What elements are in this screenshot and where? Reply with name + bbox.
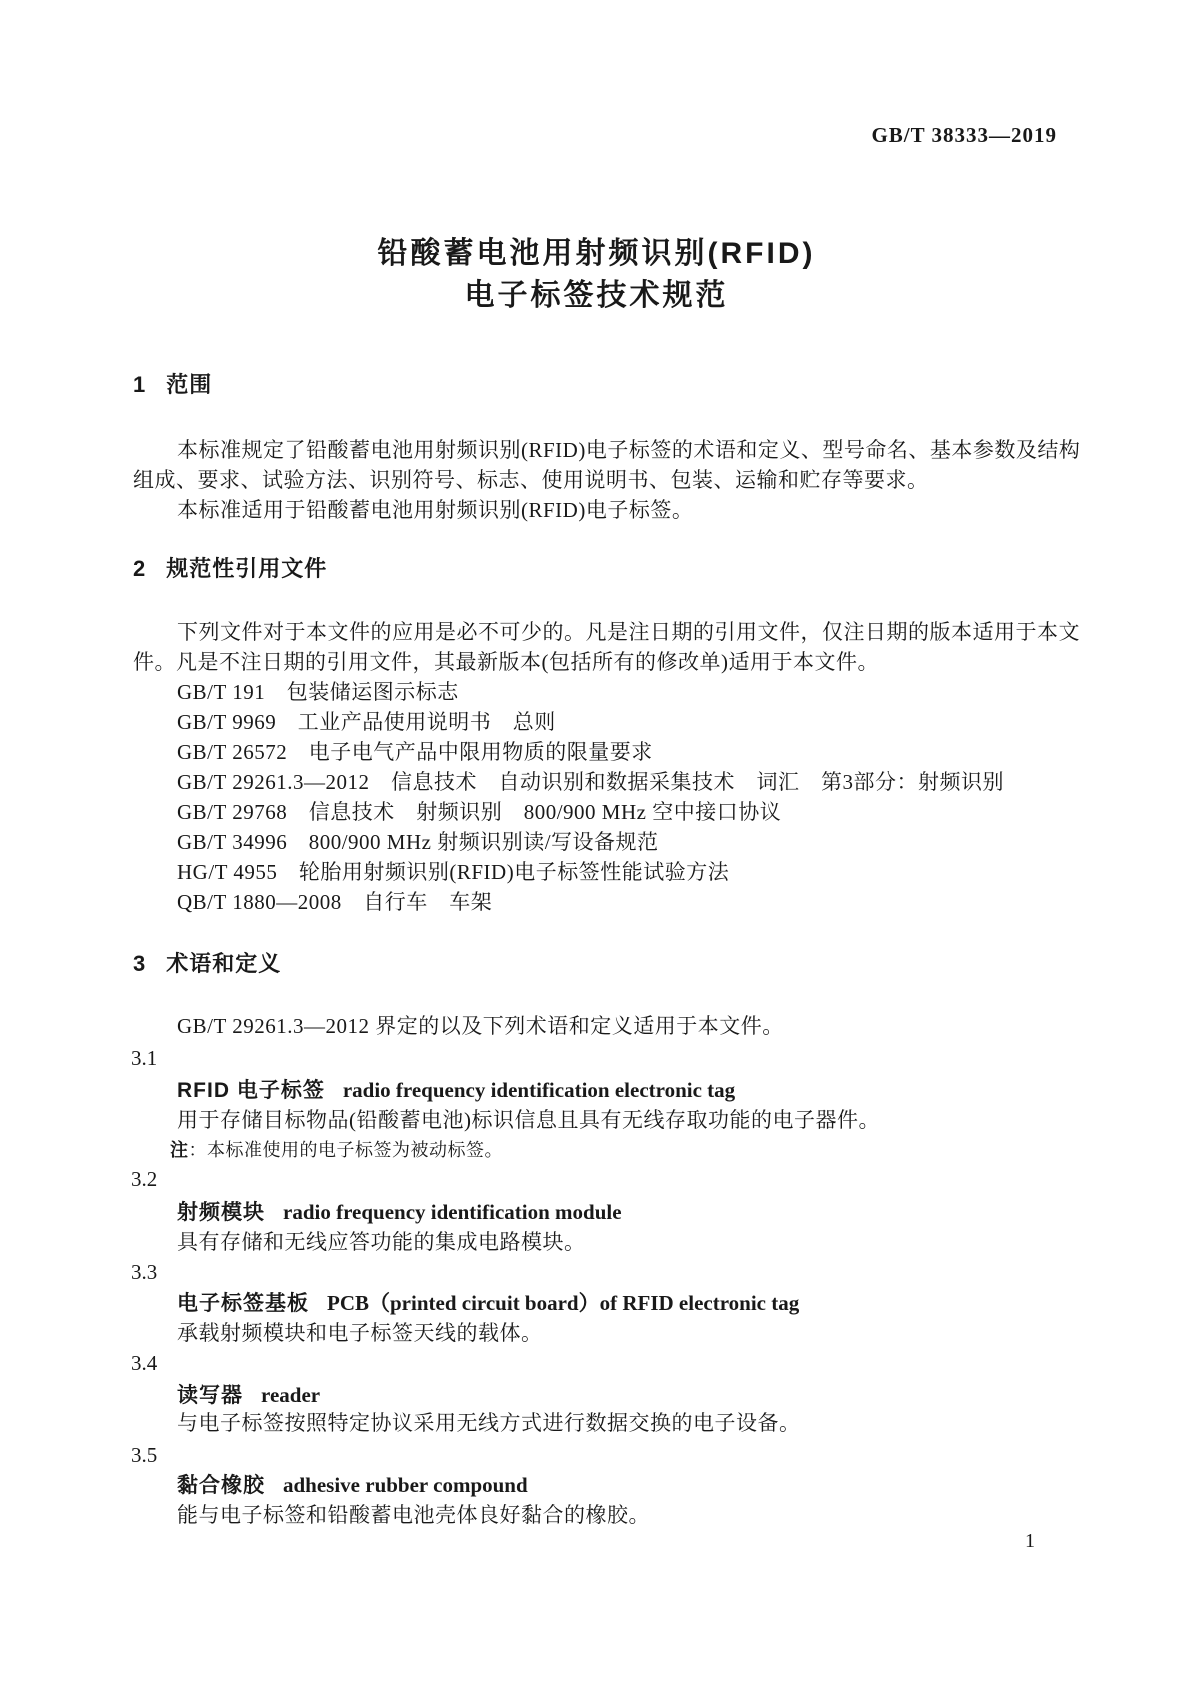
section-1-title: 范围: [166, 372, 213, 397]
doc-title-line2: 电子标签技术规范: [464, 279, 729, 312]
section-2-title: 规范性引用文件: [166, 556, 328, 581]
section-3-title: 术语和定义: [166, 951, 282, 976]
section-3-number: 3: [133, 951, 146, 976]
term-en: reader: [261, 1383, 321, 1407]
section-2-para1-line1: 下列文件对于本文件的应用是必不可少的。凡是注日期的引用文件，仅注日期的版本适用于本文: [177, 620, 1080, 644]
term-definition: 承载射频模块和电子标签天线的载体。: [177, 1321, 543, 1345]
term-entry: [177, 1380, 320, 1411]
reference-item: GB/T 9969 工业产品使用说明书 总则: [177, 710, 556, 734]
term-definition: 具有存储和无线应答功能的集成电路模块。: [177, 1230, 586, 1254]
standard-number: GB/T 38333—2019: [871, 123, 1057, 147]
section-2-heading: [133, 554, 327, 584]
term-zh: 电子标签基板: [177, 1292, 309, 1315]
term-en: radio frequency identification electronic tag: [342, 1078, 736, 1102]
section-3-heading: [133, 949, 281, 979]
reference-item: GB/T 34996 800/900 MHz 射频识别读/写设备规范: [177, 830, 659, 854]
term-number: 3.2: [131, 1167, 158, 1191]
reference-item: GB/T 191 包装储运图示标志: [177, 680, 459, 704]
section-2-para1-line2: 件。凡是不注日期的引用文件，其最新版本(包括所有的修改单)适用于本文件。: [133, 650, 879, 674]
section-3-intro: GB/T 29261.3—2012 界定的以及下列术语和定义适用于本文件。: [177, 1014, 784, 1038]
term-entry: [177, 1470, 528, 1501]
term-number: 3.1: [131, 1046, 158, 1070]
term-definition: 能与电子标签和铅酸蓄电池壳体良好黏合的橡胶。: [177, 1503, 650, 1527]
section-1-heading: [133, 370, 212, 400]
doc-title-line1: 铅酸蓄电池用射频识别(RFID): [377, 237, 816, 270]
section-1-para2: 本标准适用于铅酸蓄电池用射频识别(RFID)电子标签。: [177, 498, 694, 522]
page-number: 1: [1025, 1530, 1035, 1552]
note-text: ：本标准使用的电子标签为被动标签。: [188, 1140, 503, 1160]
term-zh: 黏合橡胶: [177, 1474, 265, 1497]
section-2-number: 2: [133, 556, 146, 581]
note-label: 注: [170, 1140, 189, 1160]
term-zh: RFID 电子标签: [177, 1079, 325, 1102]
term-number: 3.5: [131, 1443, 158, 1467]
term-number: 3.3: [131, 1260, 158, 1284]
term-entry: [177, 1288, 799, 1319]
term-zh: 读写器: [177, 1384, 243, 1407]
reference-item: QB/T 1880—2008 自行车 车架: [177, 890, 493, 914]
term-number: 3.4: [131, 1351, 158, 1375]
term-entry: [177, 1075, 735, 1106]
term-definition: 与电子标签按照特定协议采用无线方式进行数据交换的电子设备。: [177, 1411, 801, 1435]
reference-item: GB/T 29261.3—2012 信息技术 自动识别和数据采集技术 词汇 第3部分：射频识别: [177, 770, 1004, 794]
term-en: adhesive rubber compound: [283, 1473, 528, 1497]
term-entry: [177, 1197, 622, 1228]
term-en: radio frequency identification module: [283, 1200, 622, 1224]
section-1-para1-line2: 组成、要求、试验方法、识别符号、标志、使用说明书、包装、运输和贮存等要求。: [133, 468, 929, 492]
reference-item: GB/T 29768 信息技术 射频识别 800/900 MHz 空中接口协议: [177, 800, 782, 824]
section-1-number: 1: [133, 372, 146, 397]
section-1-para1-line1: 本标准规定了铅酸蓄电池用射频识别(RFID)电子标签的术语和定义、型号命名、基本参数及结构: [177, 438, 1081, 462]
reference-item: HG/T 4955 轮胎用射频识别(RFID)电子标签性能试验方法: [177, 860, 730, 884]
term-zh: 射频模块: [177, 1201, 265, 1224]
term-en: PCB（printed circuit board）of RFID electronic tag: [327, 1291, 800, 1315]
term-note: [170, 1138, 503, 1162]
reference-item: GB/T 26572 电子电气产品中限用物质的限量要求: [177, 740, 653, 764]
term-definition: 用于存储目标物品(铅酸蓄电池)标识信息且具有无线存取功能的电子器件。: [177, 1108, 880, 1132]
